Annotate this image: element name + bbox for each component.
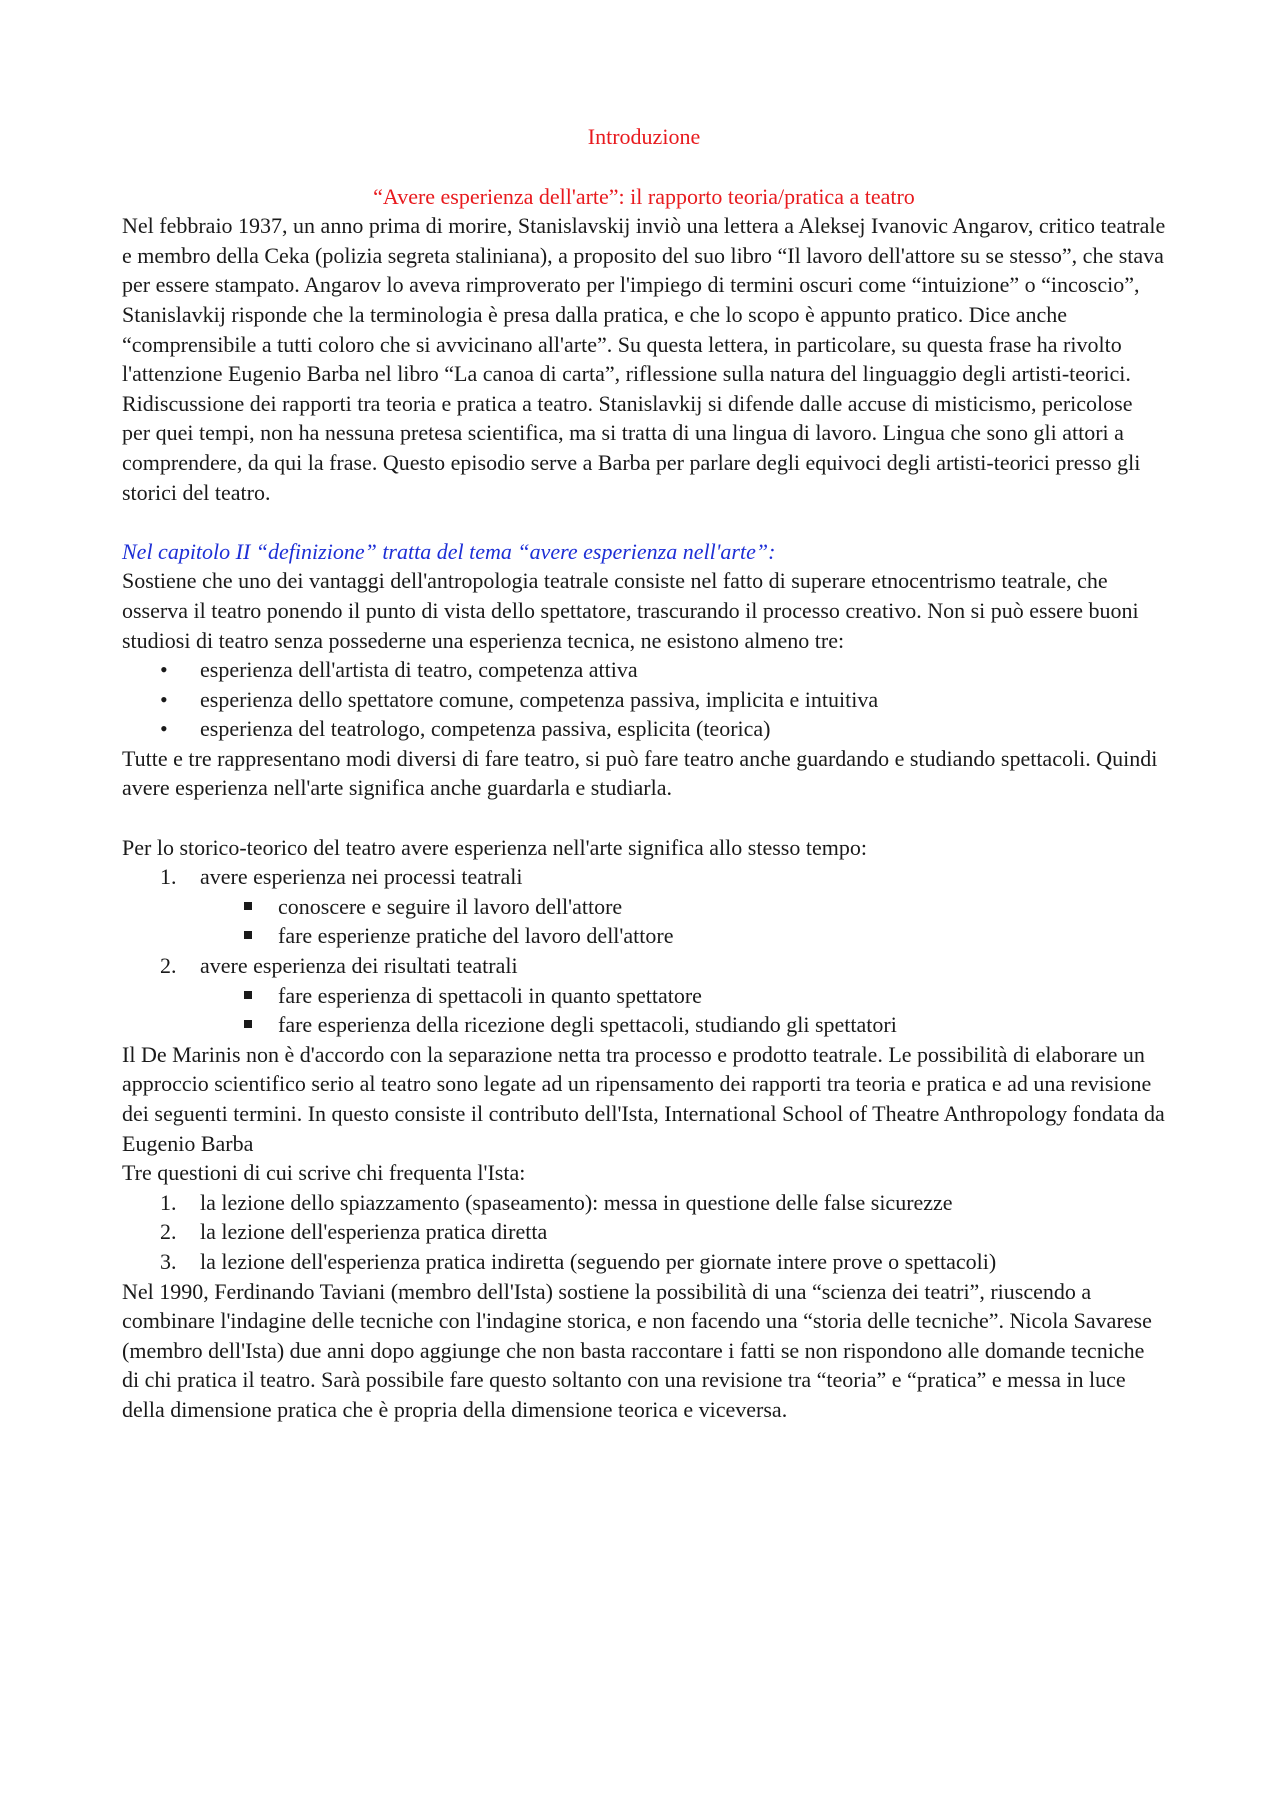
list-item: • esperienza del teatrologo, competenza passiva, esplicita (teorica)	[122, 714, 1166, 744]
paragraph-ista-questions: Tre questioni di cui scrive chi frequenta l'Ista:	[122, 1160, 526, 1186]
paragraph-stanislavskij-letter: Nel febbraio 1937, un anno prima di morire, Stanislavskij inviò una lettera a Aleksej Ivanovic Angarov, critico teatrale e membro della Ceka (polizia segreta staliniana), a proposito del suo libro “Il lavoro dell'attore su se stesso”, che stava per essere stampato. Angarov lo aveva rimproverato per l'impiego di termini oscuri come “intuizione” o “incoscio”, Stanislavkij risponde che la terminologia è presa dalla pratica, e che lo scopo è appunto pratico. Dice anche “comprensibile a tutti coloro che si avvicinano all'arte”. Su questa lettera, in particolare, su questa frase ha rivolto l'attenzione Eugenio Barba nel libro “La canoa di carta”, riflessione sulla natura del linguaggio degli artisti-teorici. Ridiscussione dei rapporti tra teoria e pratica a teatro. Stanislavkij si difende dalle accuse di misticismo, pericolose per quei tempi, non ha nessuna pretesa scientifica, ma si tratta di una lingua di lavoro. Lingua che sono gli attori a comprendere, da qui la frase. Questo episodio serve a Barba per parlare degli equivoci degli artisti-teorici presso gli storici del teatro.	[122, 213, 1166, 505]
list-item	[122, 1247, 1166, 1277]
paragraph-three-modes: Tutte e tre rappresentano modi diversi di fare teatro, si può fare teatro anche guardando e studiando spettacoli. Quindi avere esperienza nell'arte significa anche guardarla e studiarla.	[122, 745, 1158, 801]
historian-list	[122, 951, 1166, 981]
list-number: 3.	[160, 1248, 177, 1274]
list-item	[122, 862, 1166, 892]
list-item-text: la lezione dell'esperienza pratica indiretta (seguendo per giornate intere prove o spettacoli)	[200, 1248, 997, 1274]
list-item: fare esperienza di spettacoli in quanto spettatore	[122, 981, 1166, 1011]
list-item: • esperienza dell'artista di teatro, competenza attiva	[122, 655, 1166, 685]
historian-sublist	[122, 892, 1166, 951]
historian-sublist	[122, 981, 1166, 1040]
spacer	[122, 803, 1166, 833]
page-subtitle: “Avere esperienza dell'arte”: il rapporto teoria/pratica a teatro	[373, 183, 915, 209]
experience-list	[122, 655, 1166, 744]
list-item	[122, 1188, 1166, 1218]
ista-list	[122, 1188, 1166, 1277]
chapter-heading: Nel capitolo II “definizione” tratta del tema “avere esperienza nell'arte”:	[122, 538, 776, 564]
list-item-text: avere esperienza dei risultati teatrali	[200, 953, 518, 979]
list-item-text: la lezione dell'esperienza pratica diretta	[200, 1219, 548, 1245]
list-item-text: la lezione dello spiazzamento (spaseamento): messa in questione delle false sicurezze	[200, 1189, 953, 1215]
list-item: conoscere e seguire il lavoro dell'attore	[122, 892, 1166, 922]
list-item: fare esperienza della ricezione degli spettacoli, studiando gli spettatori	[122, 1010, 1166, 1040]
paragraph-taviani-savarese: Nel 1990, Ferdinando Taviani (membro dell'Ista) sostiene la possibilità di una “scienza dei teatri”, riuscendo a combinare l'indagine delle tecniche con l'indagine storica, e non facendo una “storia delle tecniche”. Nicola Savarese (membro dell'Ista) due anni dopo aggiunge che non basta raccontare i fatti se non rispondono alle domande tecniche di chi pratica il teatro. Sarà possibile fare questo soltanto con una revisione tra “teoria” e “pratica” e messa in luce della dimensione pratica che è propria della dimensione teorica e viceversa.	[122, 1278, 1152, 1422]
paragraph-theatre-anthropology: Sostiene che uno dei vantaggi dell'antropologia teatrale consiste nel fatto di superare etnocentrismo teatrale, che osserva il teatro ponendo il punto di vista dello spettatore, trascurando il processo creativo. Non si può essere buoni studiosi di teatro senza possederne una esperienza tecnica, ne esistono almeno tre:	[122, 568, 1139, 653]
list-item: • esperienza dello spettatore comune, competenza passiva, implicita e intuitiva	[122, 685, 1166, 715]
list-item: fare esperienze pratiche del lavoro dell'attore	[122, 921, 1166, 951]
spacer	[122, 507, 1166, 537]
page-title: Introduzione	[587, 124, 701, 149]
list-number: 2.	[160, 953, 177, 979]
list-item	[122, 951, 1166, 981]
historian-list	[122, 862, 1166, 892]
list-number: 1.	[160, 864, 177, 890]
list-item	[122, 1217, 1166, 1247]
paragraph-historian: Per lo storico-teorico del teatro avere esperienza nell'arte significa allo stesso tempo:	[122, 834, 867, 860]
paragraph-de-marinis: Il De Marinis non è d'accordo con la separazione netta tra processo e prodotto teatrale. Le possibilità di elaborare un approccio scientifico serio al teatro sono legate ad un ripensamento dei rapporti tra teoria e pratica e ad una revisione dei seguenti termini. In questo consiste il contributo dell'Ista, International School of Theatre Anthropology fondata da Eugenio Barba	[122, 1041, 1165, 1156]
list-item-text: avere esperienza nei processi teatrali	[200, 864, 523, 890]
list-number: 2.	[160, 1219, 177, 1245]
list-number: 1.	[160, 1189, 177, 1215]
